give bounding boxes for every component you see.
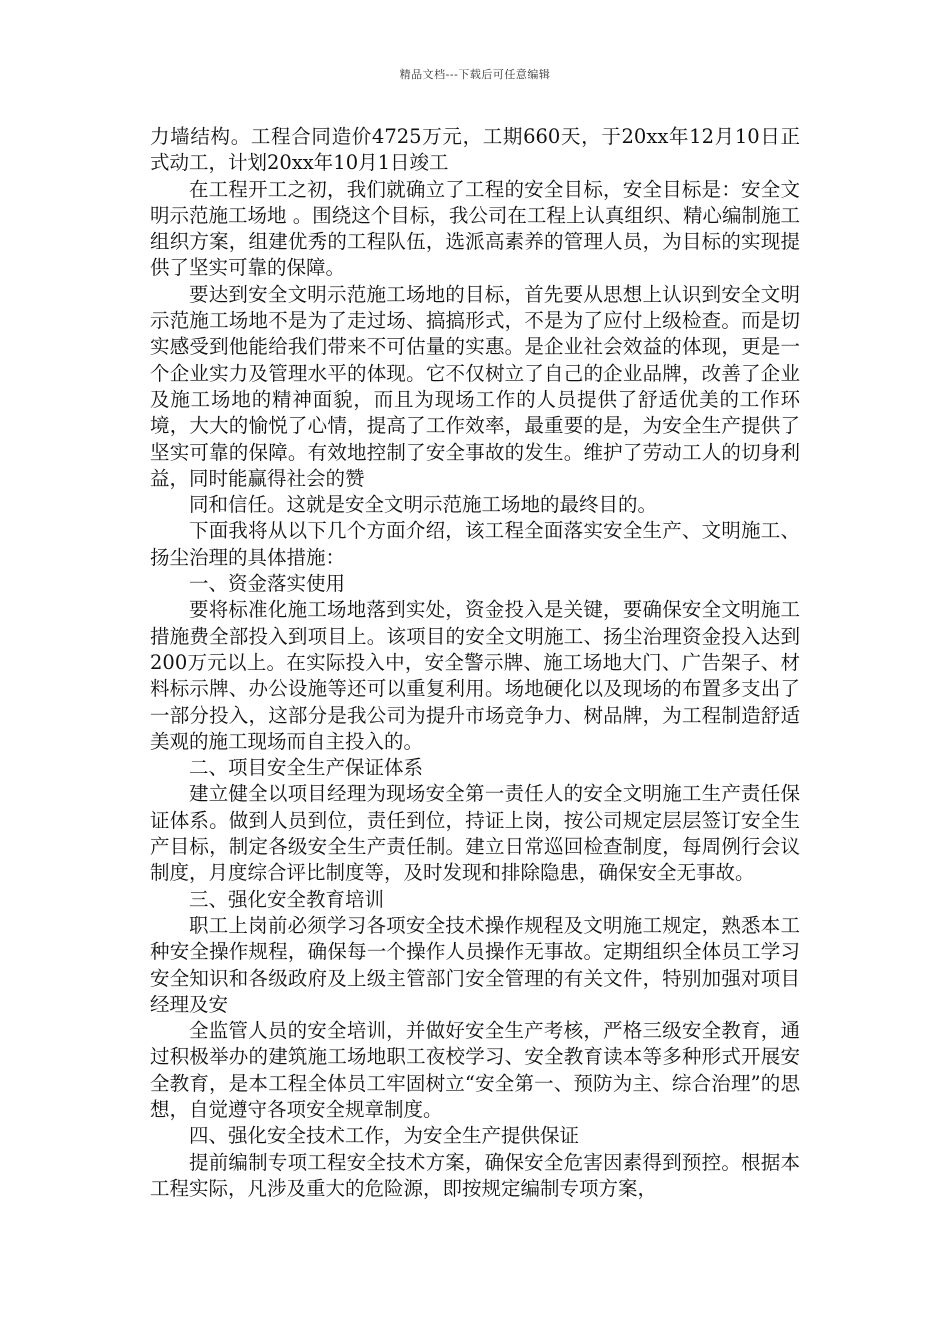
paragraph-4: 同和信任。这就是安全文明示范施工场地的最终目的。 [189,493,658,517]
section-heading-3: 三、强化安全教育培训 [189,887,385,911]
page-header: 精品文档---下载后可任意编辑 [399,68,551,81]
paragraph-9: 全监管人员的安全培训，并做好安全生产考核，严格三级安全教育，通过积极举办的建筑施工场地职工夜校学习、安全教育读本等多种形式开展安全教育，是本工程全体员工牢固树立“安全第一、预防为主、综合治理”的思想，自觉遵守各项安全规章制度。 [150,1019,800,1121]
document-body [150,124,800,1202]
section-heading-4: 四、强化安全技术工作，为安全生产提供保证 [189,1124,580,1148]
paragraph-7: 建立健全以项目经理为现场安全第一责任人的安全文明施工生产责任保证体系。做到人员到位，责任到位，持证上岗，按公司规定层层签订安全生产目标，制定各级安全生产责任制。建立日常巡回检查制度，每周例行会议制度，月度综合评比制度等，及时发现和排除隐患，确保安全无事故。 [150,782,800,885]
paragraph-1: 力墙结构。工程合同造价4725万元，工期660天，于20xx年12月10日正式动工，计划20xx年10月1日竣工 [150,125,800,175]
paragraph-2: 在工程开工之初，我们就确立了工程的安全目标，安全目标是：安全文明示范施工场地 。围绕这个目标，我公司在工程上认真组织、精心编制施工组织方案，组建优秀的工程队伍，选派高素养的管理人员，为目标的实现提供了坚实可靠的保障。 [150,177,800,280]
paragraph-8: 职工上岗前必须学习各项安全技术操作规程及文明施工规定，熟悉本工种安全操作规程，确保每一个操作人员操作无事故。定期组织全体员工学习安全知识和各级政府及上级主管部门安全管理的有关文件，特别加强对项目经理及安 [150,913,800,1016]
paragraph-3: 要达到安全文明示范施工场地的目标，首先要从思想上认识到安全文明示范施工场地不是为了走过场、搞搞形式，不是为了应付上级检查。而是切实感受到他能给我们带来不可估量的实惠。是企业社会效益的体现，更是一个企业实力及管理水平的体现。它不仅树立了自己的企业品牌，改善了企业及施工场地的精神面貌，而且为现场工作的人员提供了舒适优美的工作环境，大大的愉悦了心情，提高了工作效率，最重要的是，为安全生产提供了坚实可靠的保障。有效地控制了安全事故的发生。维护了劳动工人的切身利益，同时能赢得社会的赞 [150,282,800,490]
section-heading-1: 一、资金落实使用 [189,572,346,596]
paragraph-10: 提前编制专项工程安全技术方案，确保安全危害因素得到预控。根据本工程实际，凡涉及重大的危险源，即按规定编制专项方案， [150,1150,800,1200]
section-heading-2: 二、项目安全生产保证体系 [189,756,424,780]
paragraph-5: 下面我将从以下几个方面介绍，该工程全面落实安全生产、文明施工、扬尘治理的具体措施： [150,519,800,569]
paragraph-6: 要将标准化施工场地落到实处，资金投入是关键，要确保安全文明施工措施费全部投入到项目上。该项目的安全文明施工、扬尘治理资金投入达到200万元以上。在实际投入中，安全警示牌、施工场地大门、广告架子、材料标示牌、办公设施等还可以重复利用。场地硬化以及现场的布置多支出了一部分投入，这部分是我公司为提升市场竞争力、树品牌，为工程制造舒适美观的施工现场而自主投入的。 [150,598,800,753]
